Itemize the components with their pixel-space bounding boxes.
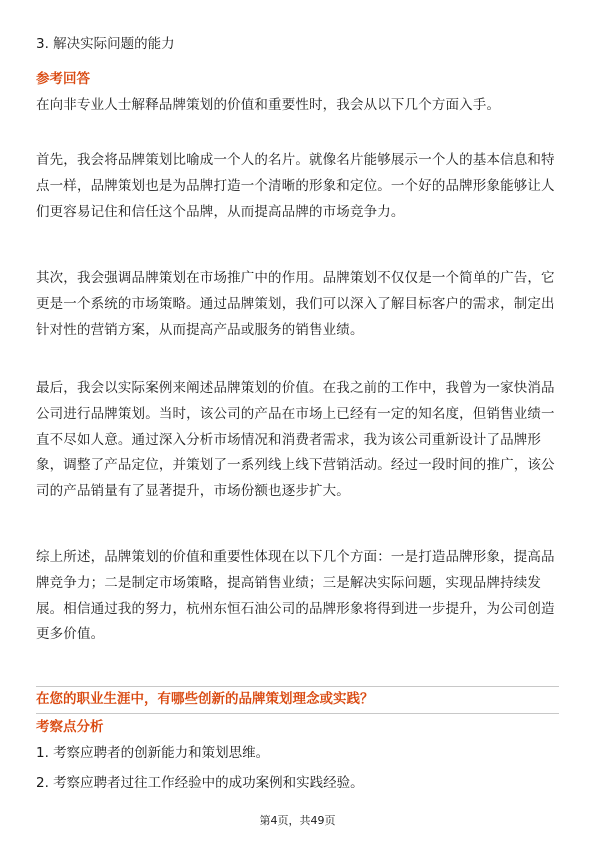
page-indicator: 第4页，共49页: [259, 814, 336, 827]
answer-paragraph: 首先，我会将品牌策划比喻成一个人的名片。就像名片能够展示一个人的基本信息和特点一样，品牌策划也是为品牌打造一个清晰的形象和定位。一个好的品牌形象能够让人们更容易记住和信任这个品牌，从而提高品牌的市场竞争力。: [36, 152, 555, 220]
analysis-label: 考察点分析: [36, 719, 104, 735]
analysis-point: 1. 考察应聘者的创新能力和策划思维。: [36, 745, 270, 761]
interview-question: 在您的职业生涯中，有哪些创新的品牌策划理念或实践？: [36, 691, 374, 707]
question-divider-top: [36, 686, 559, 687]
reference-answer-label: 参考回答: [36, 71, 90, 87]
answer-paragraph: 最后，我会以实际案例来阐述品牌策划的价值。在我之前的工作中，我曾为一家快消品公司进行品牌策划。当时，该公司的产品在市场上已经有一定的知名度，但销售业绩一直不尽如人意。通过深入分析市场情况和消费者需求，我为该公司重新设计了品牌形象，调整了产品定位，并策划了一系列线上线下营销活动。经过一段时间的推广，该公司的产品销量有了显著提升，市场份额也逐步扩大。: [36, 380, 555, 500]
item-heading: 3. 解决实际问题的能力: [36, 36, 175, 52]
analysis-point: 2. 考察应聘者过往工作经验中的成功案例和实践经验。: [36, 775, 364, 791]
answer-paragraph: 在向非专业人士解释品牌策划的价值和重要性时，我会从以下几个方面入手。: [36, 97, 501, 113]
question-divider-bottom: [36, 713, 559, 714]
answer-paragraph: 其次，我会强调品牌策划在市场推广中的作用。品牌策划不仅仅是一个简单的广告，它更是一个系统的市场策略。通过品牌策划，我们可以深入了解目标客户的需求，制定出针对性的营销方案，从而提高产品或服务的销售业绩。: [36, 270, 555, 338]
answer-paragraph: 综上所述，品牌策划的价值和重要性体现在以下几个方面：一是打造品牌形象，提高品牌竞争力；二是制定市场策略，提高销售业绩；三是解决实际问题，实现品牌持续发展。相信通过我的努力，杭州东恒石油公司的品牌形象将得到进一步提升，为公司创造更多价值。: [36, 549, 555, 643]
